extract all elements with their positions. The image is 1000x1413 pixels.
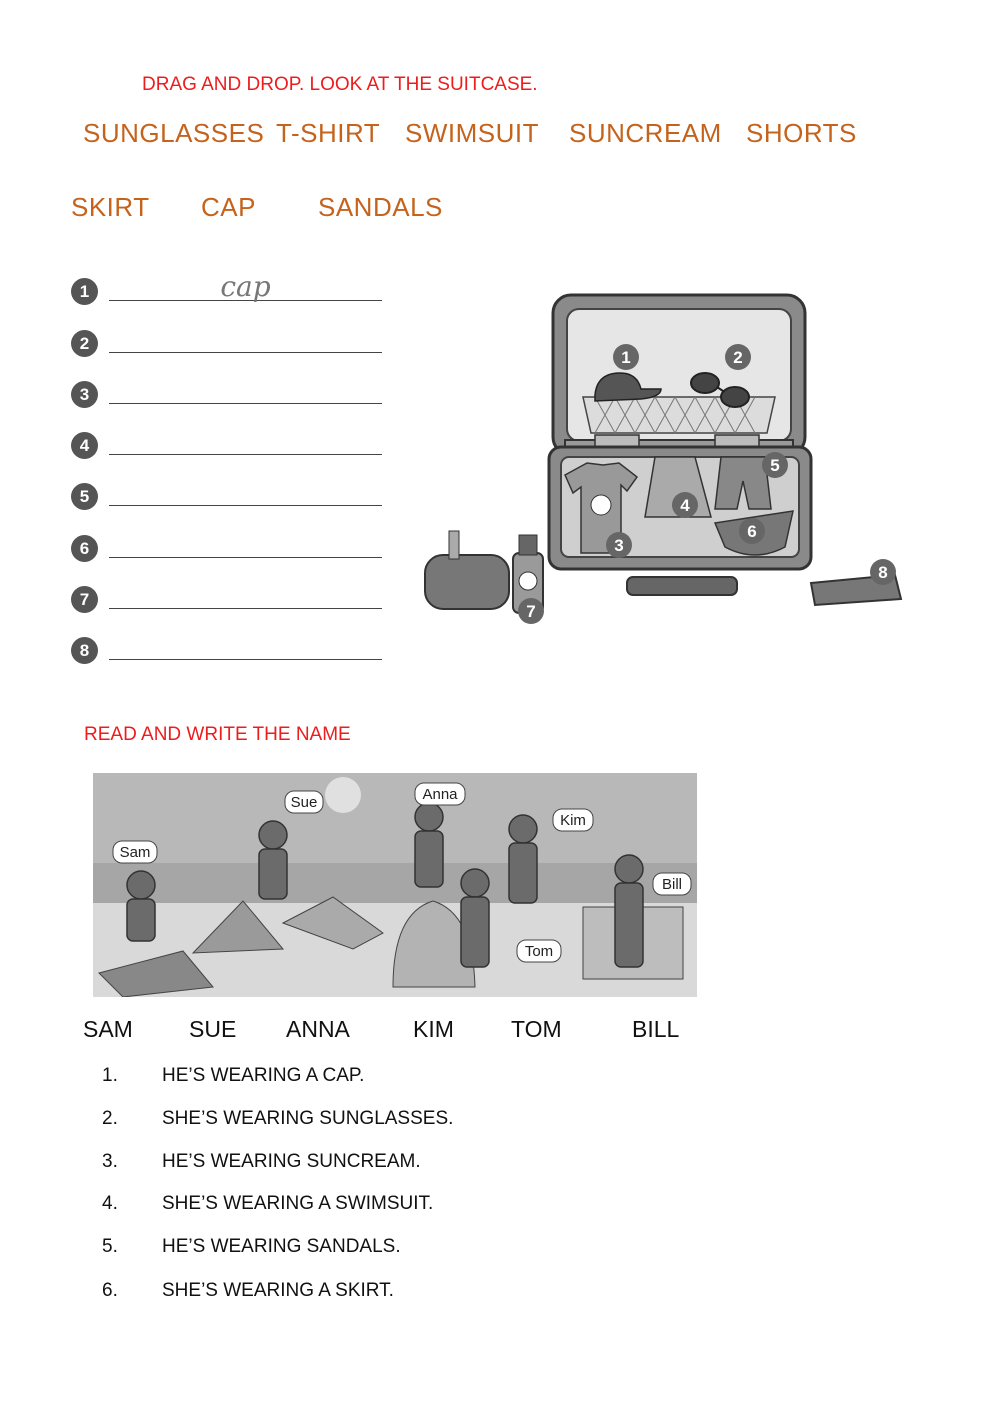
- sentence-item: [102, 1280, 602, 1304]
- sentence-item: [102, 1193, 602, 1217]
- number-badge: 6: [71, 535, 98, 562]
- answer-drop-zone[interactable]: [109, 403, 382, 404]
- number-badge: 7: [71, 586, 98, 613]
- word-bank-item[interactable]: SUNGLASSES: [83, 118, 265, 148]
- word-bank-item[interactable]: SHORTS: [746, 118, 857, 148]
- sentence-number: 2.: [102, 1108, 118, 1129]
- answer-row-3: [71, 381, 391, 411]
- suitcase-label: 1: [621, 348, 631, 367]
- number-badge: 3: [71, 381, 98, 408]
- instruction-read-write: READ AND WRITE THE NAME: [84, 724, 351, 745]
- sentence-text: SHE’S WEARING A SKIRT.: [162, 1280, 394, 1301]
- suitcase-label: 3: [614, 536, 624, 555]
- sentence-number: 4.: [102, 1193, 118, 1214]
- instruction-drag-drop: DRAG AND DROP. LOOK AT THE SUITCASE.: [142, 74, 538, 95]
- sentence-number: 1.: [102, 1065, 118, 1086]
- name-option[interactable]: TOM: [511, 1016, 562, 1042]
- scene-name-tag: Kim: [560, 812, 586, 829]
- word-bank-item[interactable]: SUNCREAM: [569, 118, 722, 148]
- word-bank-item[interactable]: T-SHIRT: [276, 118, 381, 148]
- suitcase-label: 7: [526, 602, 536, 621]
- scene-name-tag: Sue: [290, 794, 318, 811]
- answer-row-4: [71, 432, 391, 462]
- scene-name-tag: Tom: [524, 943, 554, 960]
- answer-drop-zone[interactable]: [109, 608, 382, 609]
- scene-name-tag: Anna: [422, 786, 458, 803]
- sentence-text: HE’S WEARING A CAP.: [162, 1065, 365, 1086]
- sentence-number: 6.: [102, 1280, 118, 1301]
- number-badge: 8: [71, 637, 98, 664]
- answer-row-7: [71, 586, 391, 616]
- sentence-text: HE’S WEARING SUNCREAM.: [162, 1151, 421, 1172]
- answer-drop-zone[interactable]: [109, 454, 382, 455]
- sentence-item: [102, 1236, 602, 1260]
- word-bank-item[interactable]: SANDALS: [318, 192, 443, 222]
- answer-row-8: [71, 637, 391, 667]
- sentence-text: SHE’S WEARING SUNGLASSES.: [162, 1108, 454, 1129]
- sentence-text: SHE’S WEARING A SWIMSUIT.: [162, 1193, 434, 1214]
- name-option[interactable]: KIM: [413, 1016, 454, 1042]
- word-bank-item[interactable]: SKIRT: [71, 192, 150, 222]
- suitcase-label: 2: [733, 348, 743, 367]
- scene-name-tag: Sam: [119, 844, 151, 861]
- sentence-item: [102, 1108, 602, 1132]
- suitcase-label: 4: [680, 496, 690, 515]
- answer-drop-zone[interactable]: [109, 505, 382, 506]
- answer-row-2: [71, 330, 391, 360]
- answer-drop-zone[interactable]: [109, 659, 382, 660]
- number-badge: 1: [71, 278, 98, 305]
- suitcase-label: 6: [747, 522, 757, 541]
- word-bank-item[interactable]: SWIMSUIT: [405, 118, 539, 148]
- answer-row-6: [71, 535, 391, 565]
- sentence-item: [102, 1151, 602, 1175]
- name-option[interactable]: BILL: [632, 1016, 680, 1042]
- answer-row-5: [71, 483, 391, 513]
- beach-scene-illustration: [93, 773, 697, 997]
- answer-drop-zone[interactable]: [109, 352, 382, 353]
- name-option[interactable]: SUE: [189, 1016, 237, 1042]
- name-option[interactable]: ANNA: [286, 1016, 350, 1042]
- sentence-text: HE’S WEARING SANDALS.: [162, 1236, 401, 1257]
- answer-row-1: [71, 270, 391, 308]
- number-badge: 2: [71, 330, 98, 357]
- scene-name-tag: Bill: [661, 876, 683, 893]
- answer-text: cap: [220, 270, 271, 303]
- number-badge: 4: [71, 432, 98, 459]
- suitcase-label: 8: [878, 563, 888, 582]
- name-option[interactable]: SAM: [83, 1016, 133, 1042]
- answer-drop-zone[interactable]: [109, 557, 382, 558]
- sentence-number: 5.: [102, 1236, 118, 1257]
- number-badge: 5: [71, 483, 98, 510]
- suitcase-label: 5: [770, 456, 780, 475]
- word-bank-item[interactable]: CAP: [201, 192, 256, 222]
- sentence-number: 3.: [102, 1151, 118, 1172]
- suitcase-illustration: [415, 285, 915, 630]
- sentence-item: [102, 1065, 602, 1089]
